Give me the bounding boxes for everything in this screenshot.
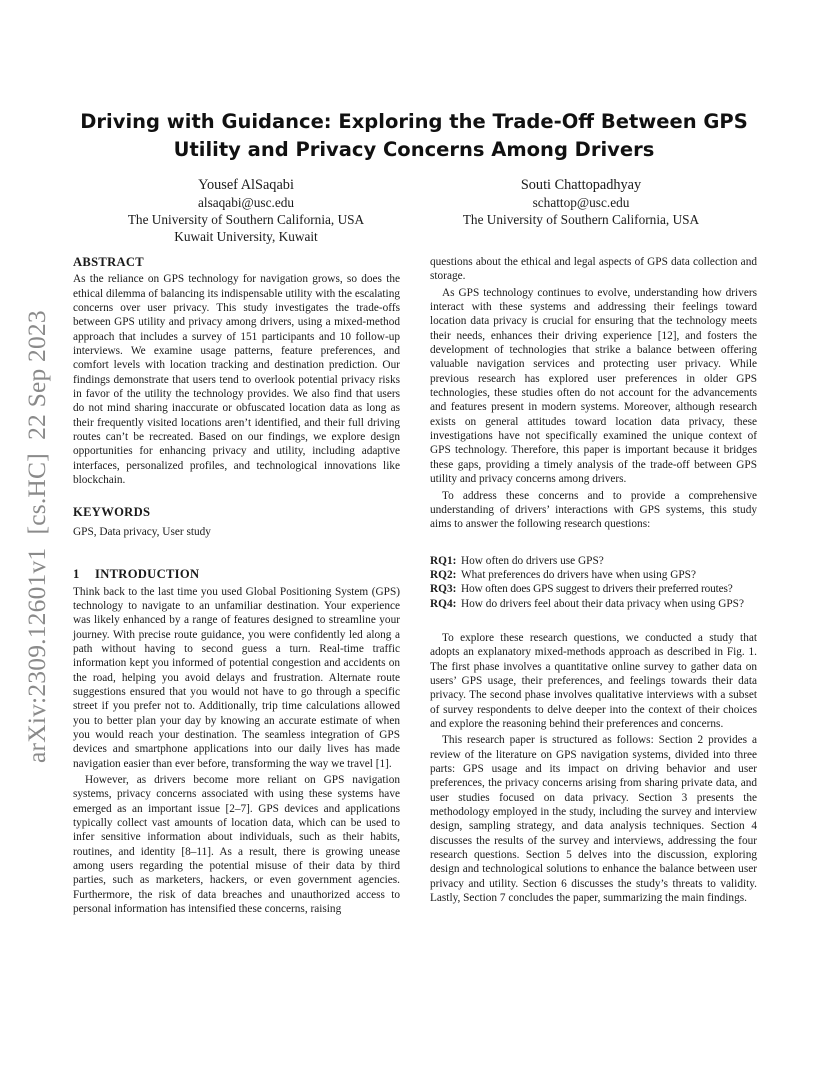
author-affiliation: The University of Southern California, USA — [462, 212, 700, 227]
author-block-1 — [96, 176, 396, 245]
abstract-heading: ABSTRACT — [73, 255, 144, 269]
introduction-heading — [73, 567, 400, 581]
research-question — [430, 597, 757, 611]
research-question — [430, 582, 757, 596]
research-question — [430, 554, 757, 568]
rq-text: How often do drivers use GPS? — [461, 554, 604, 567]
author-name: Souti Chattopadhyay — [520, 177, 642, 193]
author-name: Yousef AlSaqabi — [198, 177, 294, 193]
section-title: INTRODUCTION — [95, 567, 200, 582]
keywords-text: GPS, Data privacy, User study — [73, 525, 211, 538]
author-email: alsaqabi@usc.edu — [197, 195, 295, 210]
intro-paragraph-3: As GPS technology continues to evolve, understanding how drivers interact with these systems and addressing their feelings toward location data privacy is crucial for ensuring that the technology meets their needs, enhances their driving experience [12], and fosters the development of technologies that strike a balance between offering valuable navigation services and protecting user privacy. While previous research has explored user preferences in older GPS technologies, these studies often do not account for the advancements and features present in modern systems. Moreover, although research exists on general attitudes toward location data privacy, these investigations have not specifically examined the unique context of GPS technology. Therefore, this paper is important because it bridges these gaps, providing a timely analysis of the trade-off between GPS utility and privacy concerns among drivers. — [430, 286, 757, 486]
rq-text: How often does GPS suggest to drivers their preferred routes? — [461, 583, 733, 596]
author-affiliation: The University of Southern California, USA — [127, 212, 365, 227]
intro-paragraph-6: This research paper is structured as follows: Section 2 provides a review of the literature on GPS navigation systems, divided into three parts: GPS usage and its impact on driving behavior and user preferences, the privacy concerns arising from sharing private data, and user studies focused on data privacy. Section 3 presents the methodology employed in the study, including the survey and interview design, sampling strategy, and data analysis techniques. Section 4 discusses the results of the survey and interviews, addressing the four research questions. Section 5 delves into the discussion, exploring design and technological solutions to enhance the balance between user privacy and utility. Section 6 discusses the study’s threats to validity. Lastly, Section 7 concludes the paper, summarizing the main findings. — [430, 734, 757, 905]
keywords-heading: KEYWORDS — [73, 504, 151, 519]
author-block-2 — [431, 176, 731, 228]
rq-label: RQ4: — [430, 597, 457, 610]
right-column — [430, 255, 757, 905]
rq-label: RQ2: — [430, 568, 457, 581]
rq-text: What preferences do drivers have when using GPS? — [461, 568, 696, 581]
paper-title — [60, 108, 768, 164]
intro-paragraph-2: However, as drivers become more reliant on GPS navigation systems, privacy concerns associated with using these systems have emerged as an important issue [2–7]. GPS devices and applications typically collect vast amounts of location data, which can be used to infer sensitive information about individuals, such as their habits, routines, and identity [8–11]. As a result, there is growing unease among users regarding the potential misuse of their data by third parties, such as marketers, hackers, or even government agencies. Furthermore, the risk of data breaches and unauthorized access to personal information has intensified these concerns, raising — [73, 774, 400, 916]
arxiv-identifier-stamp: arXiv:2309.12601v1 [cs.HC] 22 Sep 2023 — [22, 310, 51, 763]
rq-text: How do drivers feel about their data privacy when using GPS? — [461, 597, 744, 610]
author-affiliation: Kuwait University, Kuwait — [174, 229, 318, 244]
intro-paragraph-1: Think back to the last time you used Global Positioning System (GPS) technology to navigate to an unfamiliar destination. Your experience was likely enhanced by a range of features designed to streamline your journey. With precise route guidance, you were confidently led along a path without having to second guess a turn. Real-time traffic information kept you informed of potential congestion and accidents on the road, helping you avoid delays and frustration. Alternate route suggestions ensured that you would not have to go through a specific street if you prefer not to. Additionally, trip time calculations allowed you to better plan your day by knowing an accurate estimate of when you would reach your destination. The seamless integration of GPS devices and smartphone applications into our daily lives has made navigation easier than ever before, transforming the way we travel [1]. — [73, 585, 400, 770]
intro-paragraph-4: To address these concerns and to provide a comprehensive understanding of drivers’ interactions with GPS systems, this study aims to answer the following research questions: — [430, 489, 757, 531]
title-line-1: Driving with Guidance: Exploring the Trade-Off Between GPS — [80, 110, 748, 133]
abstract-text: As the reliance on GPS technology for navigation grows, so does the ethical dilemma of balancing its indispensable utility with the escalating concerns over user privacy. This study investigates the trade-offs between GPS utility and privacy among drivers, using a mixed-method approach that includes a survey of 151 participants and 10 follow-up interviews. We examine usage patterns, feature preferences, and comfort levels with location tracking and destination prediction. Our findings demonstrate that users tend to overlook potential privacy risks in favor of the utility the technology provides. We also find that users do not mind sharing inaccurate or obfuscated location data as long as their frequently visited locations aren’t identified, and their full driving routes can’t be recreated. Based on our findings, we explore design opportunities for enhancing privacy and utility, including adaptive interfaces, personalized profiles, and technological innovations like blockchain. — [73, 273, 400, 487]
intro-paragraph-5: To explore these research questions, we conducted a study that adopts an explanatory mixed-methods approach as described in Fig. 1. The first phase involves a quantitative online survey to gather data on users’ GPS usage, their preferences, and feelings towards their data privacy. The second phase involves qualitative interviews with a subset of survey respondents to delve deeper into the context of their choices and explore the reasoning behind their preferences and concerns. — [430, 631, 757, 730]
rq-label: RQ3: — [430, 583, 457, 596]
section-number: 1 — [73, 567, 80, 582]
research-question — [430, 568, 757, 582]
research-questions-list — [430, 554, 757, 611]
intro-paragraph-2-continued: questions about the ethical and legal aspects of GPS data collection and storage. — [430, 256, 757, 283]
author-email: schattop@usc.edu — [532, 195, 630, 210]
rq-label: RQ1: — [430, 554, 457, 567]
left-column — [73, 255, 400, 916]
title-line-2: Utility and Privacy Concerns Among Drivers — [173, 138, 655, 161]
